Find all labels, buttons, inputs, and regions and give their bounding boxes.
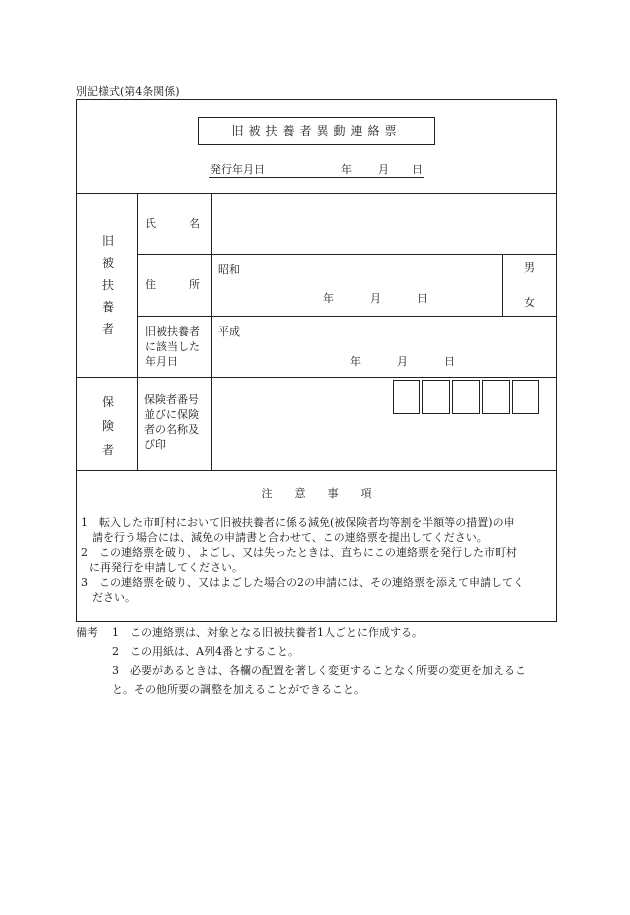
address-label: 住 所 [145,278,200,291]
insurer-label-line: 者の名称及 [144,423,199,436]
section-divider-notes [76,470,557,471]
applicable-date-label-line: 年月日 [145,355,178,368]
notes-line: 3 この連絡票を破り、又はよごした場合の2の申請には、その連絡票を添えて申請してく [81,576,524,589]
remarks-item: 2 この用紙は、A列4番とすること。 [112,645,299,658]
birth-year-label: 年 [323,292,334,305]
era-showa-label: 昭和 [218,263,240,276]
notes-line: ださい。 [81,591,136,604]
notes-heading: 注 意 事 項 [261,487,372,500]
remarks-label: 備考 [76,626,98,639]
insurer-label-line: び印 [144,438,166,451]
notes-line: 2 この連絡票を破り、よごし、又は失ったときは、直ちにこの連絡票を発行した市町村 [81,546,517,559]
address-field[interactable] [212,256,501,315]
insurer-label-line: 並びに保険 [144,408,199,421]
insurer-heading-char: 険 [101,419,114,433]
gender-male-option[interactable]: 男 [524,261,535,274]
applicable-date-label [145,324,200,369]
insured-heading-char: 旧 [101,234,114,248]
name-field[interactable] [212,195,556,253]
insured-heading-char: 被 [101,256,114,270]
era-heisei-label: 平成 [218,325,240,338]
issue-date-underline [209,177,424,178]
insured-heading-char: 扶 [101,278,114,292]
applicable-year-label: 年 [350,355,361,368]
gender-column-divider [502,254,503,316]
column-divider-1 [137,193,138,470]
name-label: 氏 名 [145,217,200,230]
insurer-label-line: 保険者番号 [144,393,199,406]
insured-heading-char: 養 [101,300,114,314]
insured-vertical-heading [101,230,115,340]
insured-heading-char: 者 [101,322,114,336]
remarks-item: 3 必要があるときは、各欄の配置を著しく変更することなく所要の変更を加えるこ [112,664,526,677]
section-divider-top [76,193,557,194]
applicable-month-label: 月 [397,355,408,368]
insurer-number-digit-box[interactable] [452,380,480,414]
issue-date-month-label: 月 [378,163,389,176]
insurer-label [144,392,199,452]
birth-day-label: 日 [417,292,428,305]
insurer-heading-char: 保 [101,395,114,409]
gender-female-option[interactable]: 女 [524,296,535,309]
insurer-vertical-heading [101,390,115,462]
notes-line: 1 転入した市町村において旧被扶養者に係る減免(被保険者均等割を半額等の措置)の申 [81,516,515,529]
notes-line: 請を行う場合には、減免の申請書と合わせて、この連絡票を提出してください。 [81,531,488,544]
issue-date-label: 発行年月日 [210,163,265,176]
applicable-date-label-line: に該当した [145,340,200,353]
form-reference-label: 別記様式(第4条関係) [76,85,180,98]
row-divider-name [137,254,557,255]
notes-line: に再発行を申請してください。 [89,561,243,574]
section-divider-insurer [76,377,557,378]
insurer-number-digit-box[interactable] [393,380,420,414]
row-divider-address [137,316,557,317]
insurer-number-digit-box[interactable] [512,380,539,414]
notes-list [81,515,524,605]
insurer-number-digit-box[interactable] [422,380,450,414]
form-title: 旧被扶養者異動連絡票 [231,124,402,138]
issue-date-year-label: 年 [341,163,352,176]
insurer-number-digit-box[interactable] [482,380,510,414]
birth-month-label: 月 [370,292,381,305]
issue-date-day-label: 日 [412,163,423,176]
applicable-date-label-line: 旧被扶養者 [145,325,200,338]
remarks-continuation: と。その他所要の調整を加えることができること。 [112,683,365,696]
insurer-heading-char: 者 [101,443,114,457]
applicable-day-label: 日 [444,355,455,368]
remarks-item: 1 この連絡票は、対象となる旧被扶養者1人ごとに作成する。 [112,626,423,639]
